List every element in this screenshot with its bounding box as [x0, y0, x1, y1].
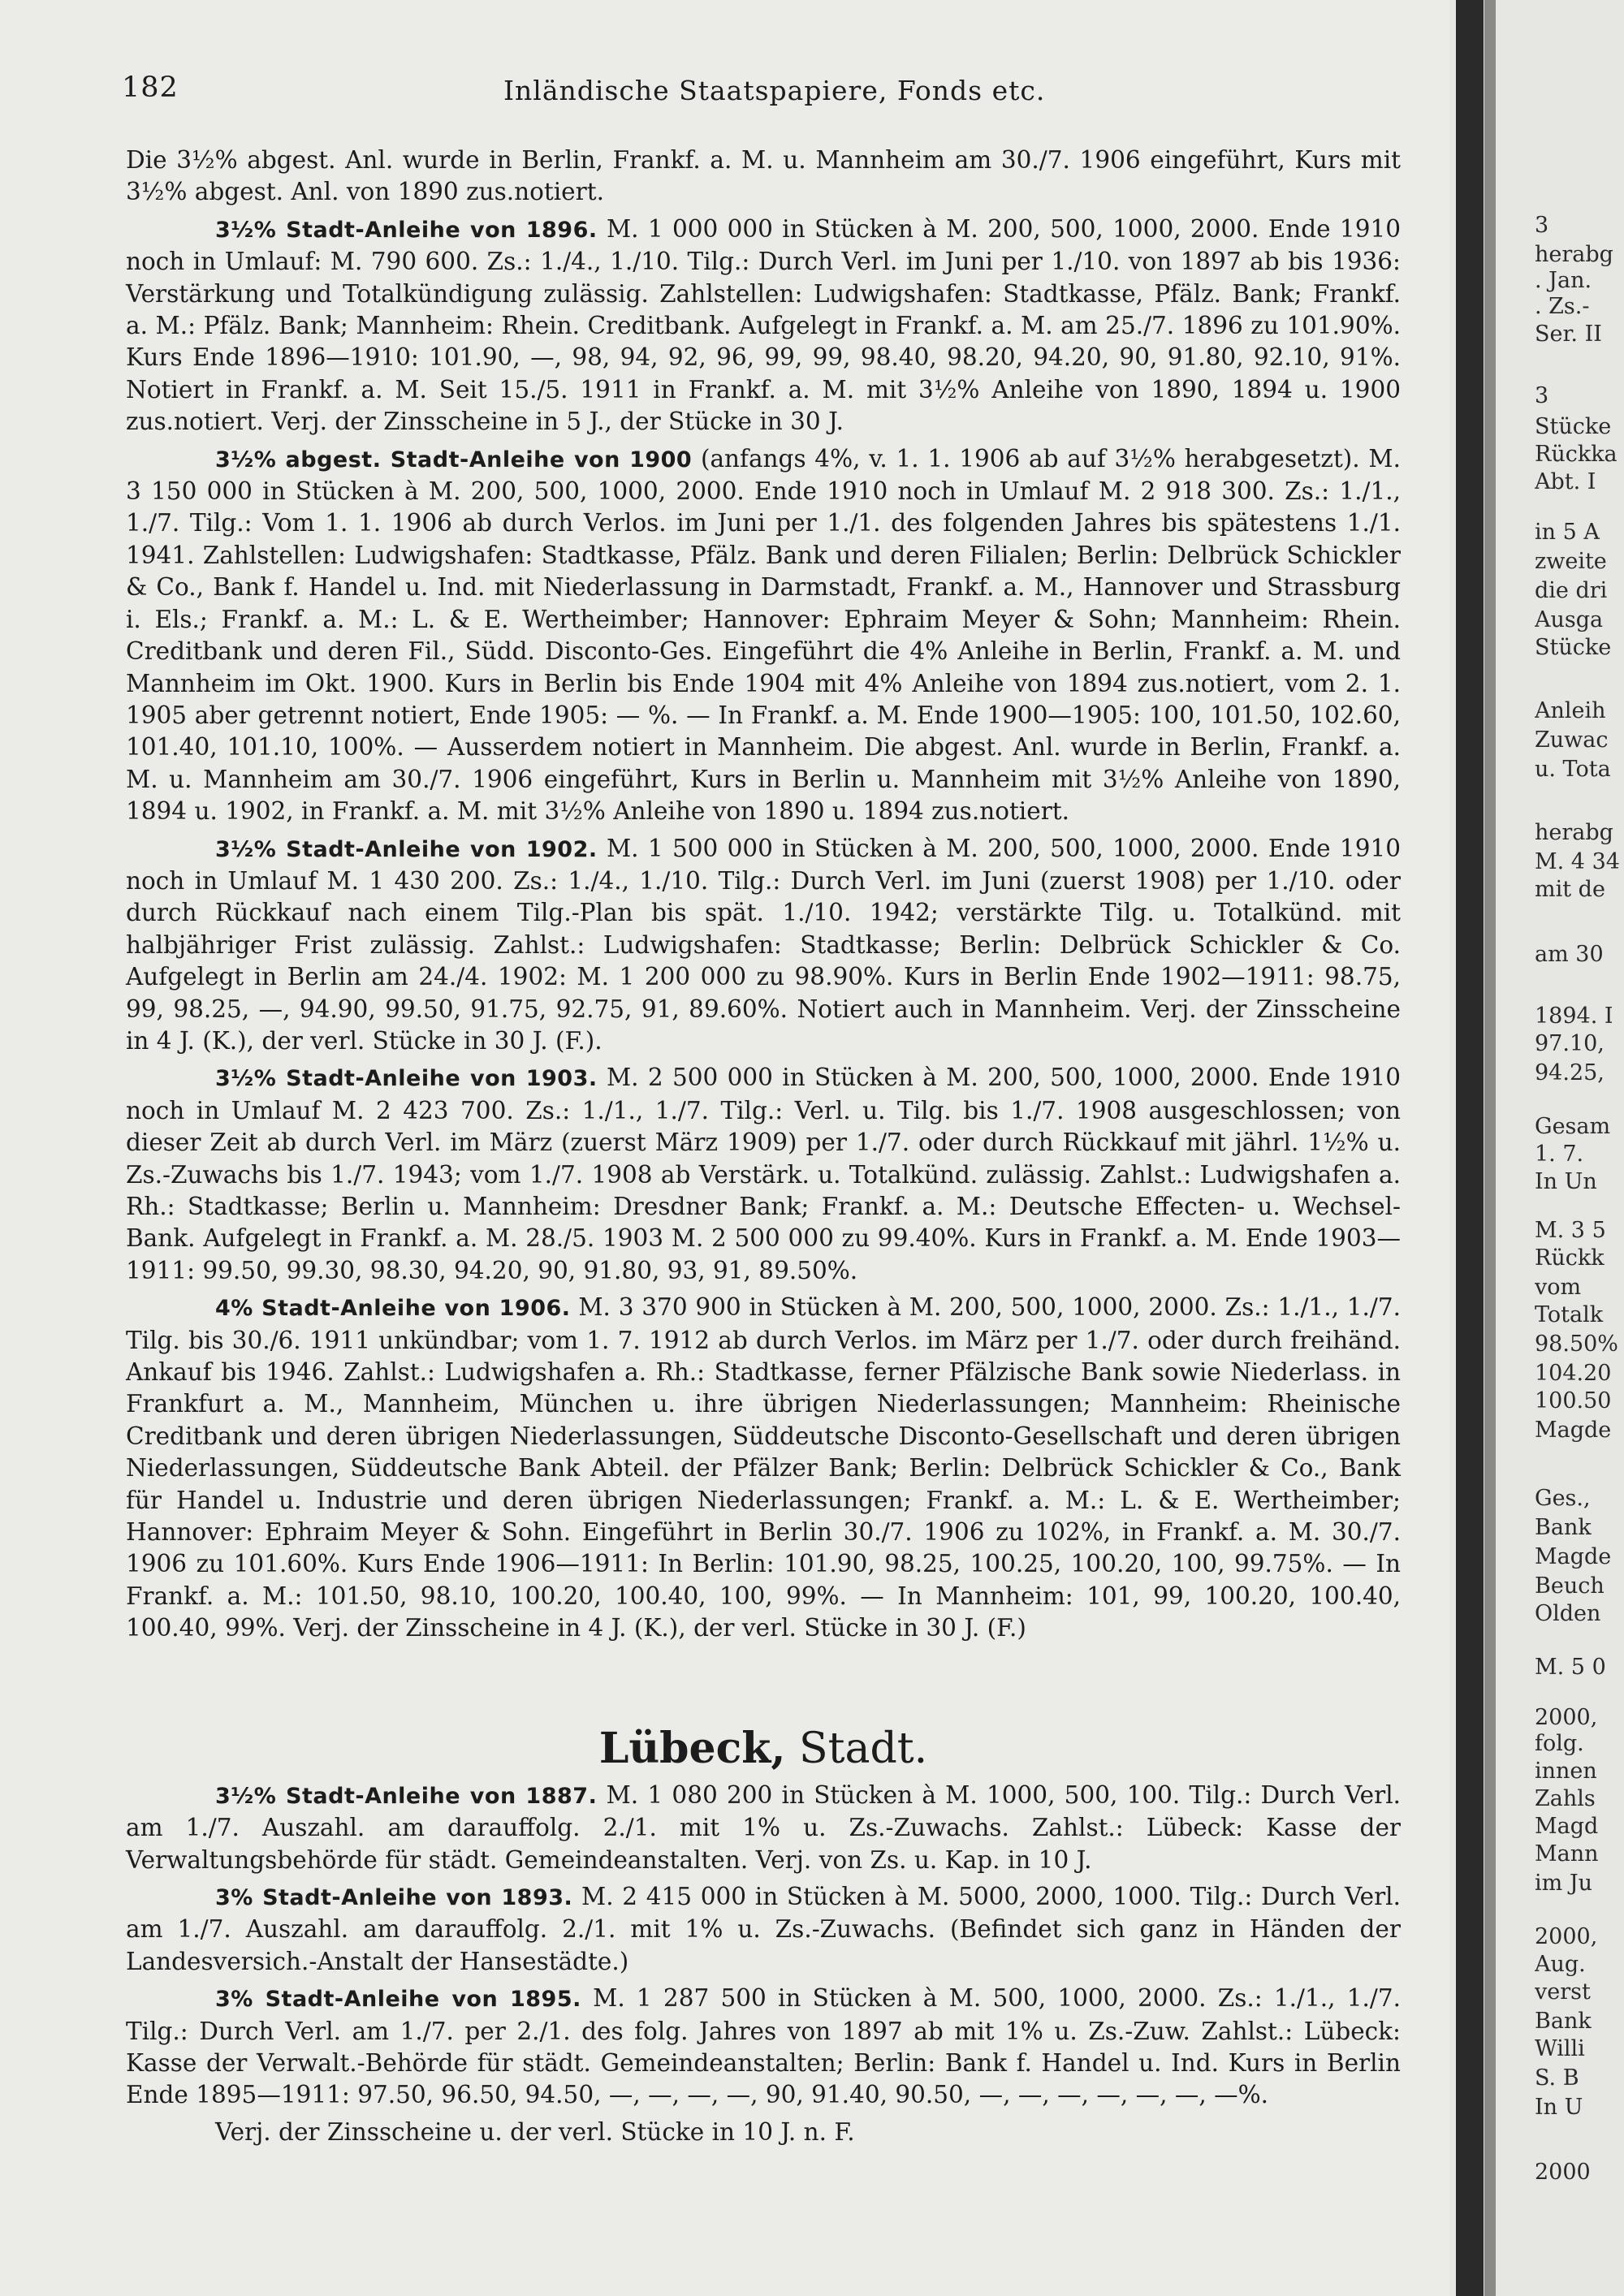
- book-spine-edge: [1484, 0, 1496, 2296]
- page-body: [126, 145, 1401, 2148]
- facing-page-text: 2000,: [1535, 1924, 1598, 1949]
- facing-page-text: In Un: [1535, 1169, 1597, 1194]
- page-number: 182: [122, 71, 179, 104]
- entry-text: M. 2 415 000 in Stücken à M. 5000, 2000, 1000. Tilg.: Durch Verl. am 1./7. Auszahl. am darauffolg. 2./1. mit 1% u. Zs.-Zuwachs. (Befindet sich ganz in Händen der Landesversich.-Anstalt der Hansestädte.): [126, 1882, 1401, 1975]
- entry-text: (anfangs 4%, v. 1. 1. 1906 ab auf 3½% herabgesetzt). M. 3 150 000 in Stücken à M. 200, 500, 1000, 2000. Ende 1910 noch in Umlauf M. 2 918 300. Zs.: 1./1., 1./7. Tilg.: Vom 1. 1. 1906 ab durch Verlos. im Juni per 1./1. des folgenden Jahres bis spätestens 1./1. 1941. Zahlstellen: Ludwigshafen: Stadtkasse, Pfälz. Bank und deren Filialen; Berlin: Delbrück Schickler & Co., Bank f. Handel u. Ind. mit Niederlassung in Darmstadt, Frankf. a. M., Hannover und Strassburg i. Els.; Frankf. a. M.: L. & E. Wertheimber; Hannover: Ephraim Meyer & Sohn; Mannheim: Rhein. Creditbank und deren Fil., Südd. Disconto-Ges. Eingeführt die 4% Anleihe in Berlin, Frankf. a. M. und Mannheim im Okt. 1900. Kurs in Berlin bis Ende 1904 mit 4% Anleihe von 1894 zus.notiert, vom 2. 1. 1905 aber getrennt notiert, Ende 1905: — %. — In Frankf. a. M. Ende 1900—1905: 100, 101.50, 102.60, 101.40, 101.10, 100%. — Ausserdem notiert in Mannheim. Die abgest. Anl. wurde in Berlin, Frankf. a. M. u. Mannheim am 30./7. 1906 eingeführt, Kurs in Berlin u. Mannheim mit 3½% Anleihe von 1890, 1894 u. 1902, in Frankf. a. M. mit 3½% Anleihe von 1890 u. 1894 zus.notiert.: [126, 444, 1401, 826]
- facing-page-text: zweite: [1535, 549, 1607, 574]
- entry-title: 3½% Stadt-Anleihe von 1903.: [215, 1066, 598, 1092]
- entry-text: M. 1 080 200 in Stücken à M. 1000, 500, 100. Tilg.: Durch Verl. am 1./7. Auszahl. am darauffolg. 2./1. mit 1% u. Zs.-Zuwachs. Zahlst.: Lübeck: Kasse der Verwaltungsbehörde für städt. Gemeindeanstalten. Verj. von Zs. u. Kap. in 10 J.: [126, 1780, 1401, 1874]
- paragraph: [126, 443, 1401, 828]
- facing-page-text: Stücke: [1535, 635, 1612, 660]
- facing-page-text: 2000,: [1535, 1705, 1598, 1730]
- facing-page-text: Zuwac: [1535, 727, 1609, 753]
- facing-page-text: Ges.,: [1535, 1486, 1591, 1511]
- facing-page-text: 100.50: [1535, 1388, 1612, 1413]
- section-heading-kind: Stadt.: [785, 1724, 928, 1773]
- facing-page-text: M. 5 0: [1535, 1655, 1606, 1680]
- facing-page-text: M. 4 34: [1535, 849, 1620, 874]
- facing-page-text: Gesam: [1535, 1114, 1611, 1139]
- facing-page-text: Ausga: [1535, 607, 1604, 632]
- entry-text: M. 1 000 000 in Stücken à M. 200, 500, 1000, 2000. Ende 1910 noch in Umlauf: M. 790 600. Zs.: 1./4., 1./10. Tilg.: Durch Verl. im Juni per 1./10. von 1897 ab bis 1936: Verstärkung und Totalkündigung zulässig. Zahlstellen: Ludwigshafen: Stadtkasse, Pfälz. Bank; Frankf. a. M.: Pfälz. Bank; Mannheim: Rhein. Creditbank. Aufgelegt in Frankf. a. M. am 25./7. 1896 zu 101.90%. Kurs Ende 1896—1910: 101.90, —, 98, 94, 92, 96, 99, 99, 98.40, 98.20, 94.20, 90, 91.80, 92.10, 91%. Notiert in Frankf. a. M. Seit 15./5. 1911 in Frankf. a. M. mit 3½% Anleihe von 1890, 1894 u. 1900 zus.notiert. Verj. der Zinsscheine in 5 J., der Stücke in 30 J.: [126, 214, 1401, 436]
- facing-page-text: . Jan.: [1535, 268, 1592, 293]
- facing-page-text: Magde: [1535, 1418, 1612, 1443]
- entry-title: 3% Stadt-Anleihe von 1895.: [215, 1987, 581, 2013]
- entry-title: 3½% Stadt-Anleihe von 1902.: [215, 836, 598, 862]
- paragraph: [126, 145, 1401, 209]
- facing-page-text: die dri: [1535, 578, 1608, 603]
- paragraph: [126, 1983, 1401, 2112]
- facing-page-text: Anleih: [1535, 698, 1606, 723]
- paragraph: [126, 2117, 1401, 2148]
- facing-page-text: innen: [1535, 1759, 1597, 1784]
- facing-page-text: . Zs.-: [1535, 294, 1590, 319]
- page-header: [122, 71, 1405, 112]
- facing-page-text: M. 3 5: [1535, 1218, 1606, 1243]
- book-spine-shadow: [1456, 0, 1484, 2296]
- section-heading-city: Lübeck,: [598, 1723, 786, 1773]
- facing-page-text: Stücke: [1535, 414, 1612, 439]
- facing-page-text: herabg: [1535, 242, 1613, 267]
- facing-page-text: In U: [1535, 2095, 1583, 2120]
- facing-page-text: 1. 7.: [1535, 1142, 1584, 1167]
- paragraph: [126, 833, 1401, 1058]
- entry-text: M. 3 370 900 in Stücken à M. 200, 500, 1000, 2000. Zs.: 1./1., 1./7. Tilg. bis 30./6. 1911 unkündbar; vom 1. 7. 1912 ab durch Verlos. im März per 1./7. oder durch freihänd. Ankauf bis 1946. Zahlst.: Ludwigshafen a. Rh.: Stadtkasse, ferner Pfälzische Bank sowie Niederlass. in Frankfurt a. M., Mannheim, München u. ihre übrigen Niederlassungen; Mannheim: Rheinische Creditbank und deren übrigen Niederlassungen, Süddeutsche Disconto-Gesellschaft und deren übrigen Niederlassungen, Süddeutsche Bank Abteil. der Pfälzer Bank; Berlin: Delbrück Schickler & Co., Bank für Handel u. Industrie und deren übrigen Niederlassungen; Frankf. a. M.: L. & E. Wertheimber; Hannover: Ephraim Meyer & Sohn. Eingeführt in Berlin 30./7. 1906 zu 102%, in Frankf. a. M. 30./7. 1906 zu 101.60%. Kurs Ende 1906—1911: In Berlin: 101.90, 98.25, 100.25, 100.20, 100, 99.75%. — In Frankf. a. M.: 101.50, 98.10, 100.20, 100.40, 100, 99%. — In Mannheim: 101, 99, 100.20, 100.40, 100.40, 99%. Verj. der Zinsscheine in 4 J. (K.), der verl. Stücke in 30 J. (F.): [126, 1293, 1401, 1642]
- facing-page-text: Rückk: [1535, 1245, 1605, 1271]
- facing-page-text: u. Tota: [1535, 757, 1611, 782]
- entry-title: 3½% Stadt-Anleihe von 1896.: [215, 217, 598, 243]
- facing-page-text: Ser. II: [1535, 322, 1602, 347]
- facing-page-text: im Ju: [1535, 1871, 1593, 1896]
- entry-text: Die 3½% abgest. Anl. wurde in Berlin, Frankf. a. M. u. Mannheim am 30./7. 1906 eingeführt, Kurs mit 3½% abgest. Anl. von 1890 zus.notiert.: [126, 146, 1401, 206]
- paragraph: [126, 1062, 1401, 1287]
- paragraph: [126, 214, 1401, 438]
- entry-text: M. 2 500 000 in Stücken à M. 200, 500, 1000, 2000. Ende 1910 noch in Umlauf M. 2 423 700. Zs.: 1./1., 1./7. Tilg.: Verl. u. Tilg. bis 1./7. 1908 ausgeschlossen; von dieser Zeit ab durch Verl. im März (zuerst März 1909) per 1./7. oder durch Rückkauf mit jährl. 1½% u. Zs.-Zuwachs bis 1./7. 1943; vom 1./7. 1908 ab Verstärk. u. Totalkünd. zulässig. Zahlst.: Ludwigshafen a. Rh.: Stadtkasse; Berlin u. Mannheim: Dresdner Bank; Frankf. a. M.: Deutsche Effecten- u. Wechsel-Bank. Aufgelegt in Frankf. a. M. 28./5. 1903 M. 2 500 000 zu 99.40%. Kurs in Frankf. a. M. Ende 1903—1911: 99.50, 99.30, 98.30, 94.20, 90, 91.80, 93, 91, 89.50%.: [126, 1064, 1401, 1284]
- facing-page-text: Abt. I: [1535, 469, 1596, 494]
- facing-page-text: Rückka: [1535, 442, 1618, 467]
- facing-page-text: Magd: [1535, 1814, 1599, 1839]
- entry-title: 3% Stadt-Anleihe von 1893.: [215, 1884, 573, 1910]
- facing-page-text: vom: [1535, 1275, 1582, 1300]
- facing-page-fragment: [1535, 0, 1624, 2296]
- facing-page-text: Aug.: [1535, 1952, 1586, 1977]
- facing-page-text: Beuch: [1535, 1573, 1605, 1599]
- facing-page-text: mit de: [1535, 877, 1605, 902]
- paragraph: [126, 1780, 1401, 1876]
- entry-title: 3½% abgest. Stadt-Anleihe von 1900: [215, 447, 693, 473]
- facing-page-text: 97.10,: [1535, 1031, 1605, 1056]
- paragraph: [126, 1881, 1401, 1978]
- facing-page-text: Bank: [1535, 2009, 1592, 2034]
- entry-text: M. 1 287 500 in Stücken à M. 500, 1000, 2000. Zs.: 1./1., 1./7. Tilg.: Durch Verl. am 1./7. per 2./1. des folg. Jahres von 1897 ab mit 1% u. Zs.-Zuw. Zahlst.: Lübeck: Kasse der Verwalt.-Behörde für städt. Gemeindeanstalten; Berlin: Bank f. Handel u. Ind. Kurs in Berlin Ende 1895—1911: 97.50, 96.50, 94.50, —, —, —, —, 90, 91.40, 90.50, —, —, —, —, —, —, —%.: [126, 1984, 1401, 2109]
- entry-title: 3½% Stadt-Anleihe von 1887.: [215, 1783, 598, 1809]
- facing-page-text: in 5 A: [1535, 520, 1600, 545]
- facing-page-text: am 30: [1535, 942, 1604, 967]
- facing-page-text: 2000: [1535, 2160, 1591, 2185]
- facing-page-text: 98.50%: [1535, 1331, 1618, 1357]
- facing-page-text: Mann: [1535, 1841, 1599, 1867]
- facing-page-text: herabg: [1535, 820, 1613, 845]
- facing-page-text: Willi: [1535, 2036, 1585, 2061]
- facing-page-text: 3: [1535, 213, 1549, 238]
- facing-page-text: S. B: [1535, 2065, 1579, 2091]
- entry-text: M. 1 500 000 in Stücken à M. 200, 500, 1000, 2000. Ende 1910 noch in Umlauf M. 1 430 200. Zs.: 1./4., 1./10. Tilg.: Durch Verl. im Juni (zuerst 1908) per 1./10. oder durch Rückkauf nach einem Tilg.-Plan bis spät. 1./10. 1942; verstärkte Tilg. u. Totalkünd. mit halbjähriger Frist zulässig. Zahlst.: Ludwigshafen: Stadtkasse; Berlin: Delbrück Schickler & Co. Aufgelegt in Berlin am 24./4. 1902: M. 1 200 000 zu 98.90%. Kurs in Berlin Ende 1902—1911: 98.75, 99, 98.25, —, 94.90, 99.50, 91.75, 92.75, 91, 89.60%. Notiert auch in Mannheim. Verj. der Zinsscheine in 4 J. (K.), der verl. Stücke in 30 J. (F.).: [126, 834, 1401, 1055]
- facing-page-text: 94.25,: [1535, 1060, 1605, 1085]
- facing-page-text: 3: [1535, 383, 1549, 408]
- facing-page-text: Totalk: [1535, 1302, 1604, 1327]
- entry-title: 4% Stadt-Anleihe von 1906.: [215, 1296, 571, 1322]
- entry-text: Verj. der Zinsscheine u. der verl. Stücke in 10 J. n. F.: [215, 2117, 855, 2146]
- facing-page-text: Bank: [1535, 1515, 1592, 1540]
- section-heading-luebeck: [126, 1723, 1401, 1775]
- facing-page-text: folg.: [1535, 1731, 1584, 1756]
- facing-page-text: 104.20: [1535, 1361, 1612, 1386]
- facing-page-text: Zahls: [1535, 1786, 1596, 1811]
- facing-page-text: Olden: [1535, 1601, 1601, 1626]
- paragraph: [126, 1292, 1401, 1644]
- facing-page-text: Magde: [1535, 1544, 1612, 1569]
- facing-page-text: verst: [1535, 1979, 1591, 2005]
- facing-page-text: 1894. I: [1535, 1003, 1613, 1029]
- running-title: Inländische Staatspapiere, Fonds etc.: [503, 75, 1046, 106]
